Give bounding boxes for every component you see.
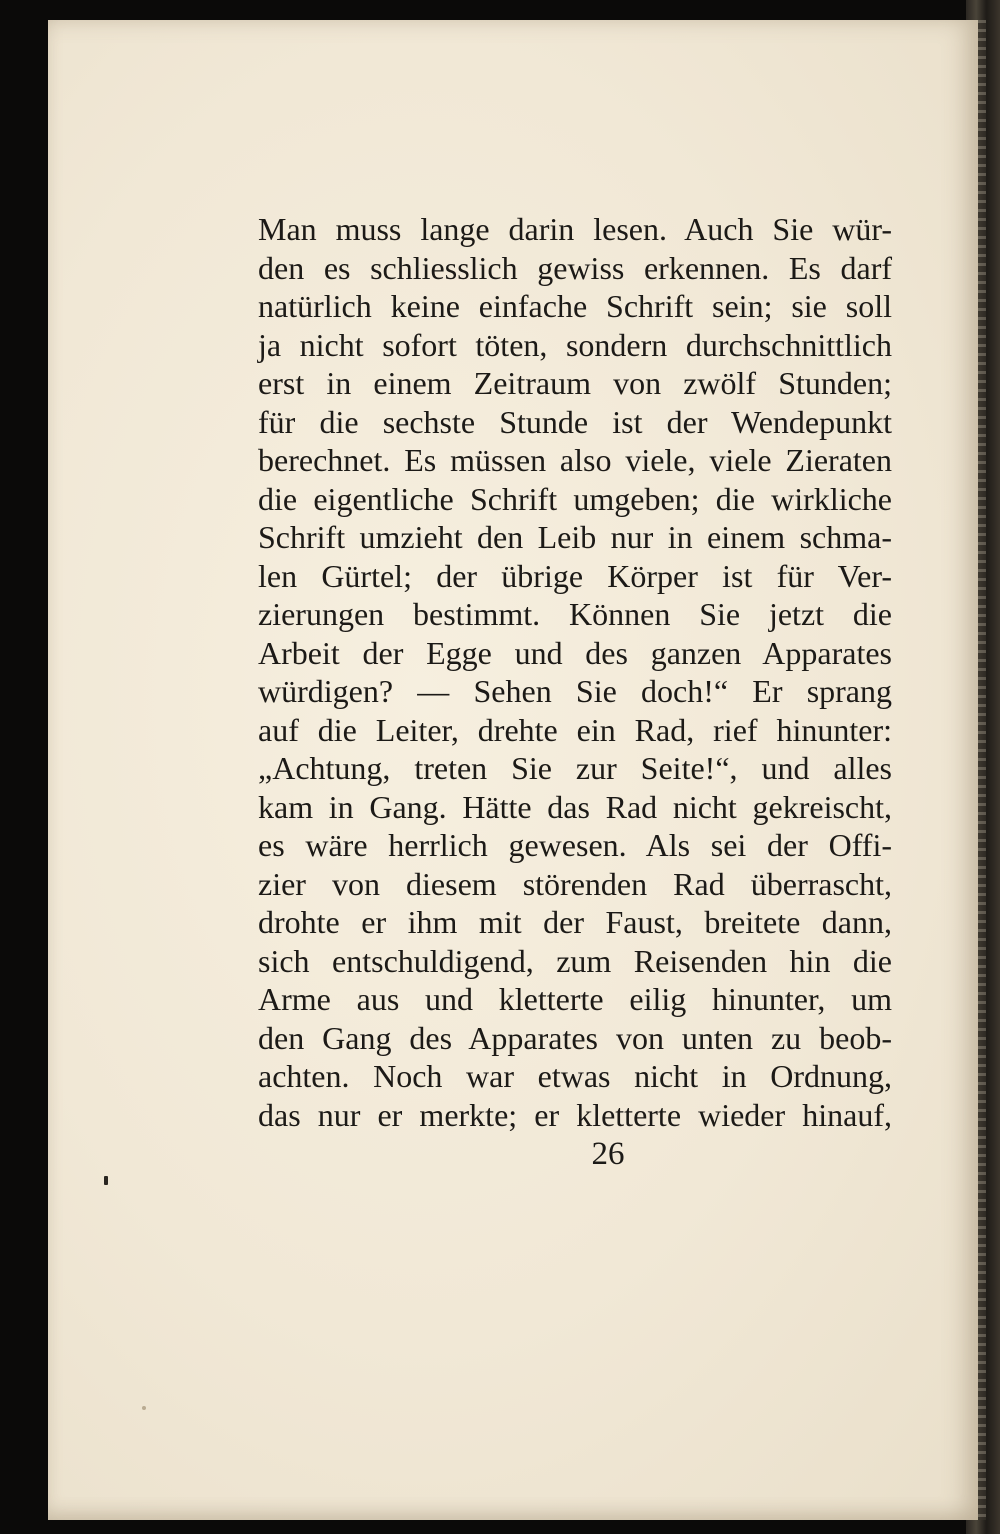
text-line: achten. Noch war etwas nicht in Ordnung,: [258, 1058, 892, 1094]
text-line: Arbeit der Egge und des ganzen Apparates: [258, 634, 892, 671]
text-line: auf die Leiter, drehte ein Rad, rief hinunter:: [258, 711, 892, 748]
text-line: Arme aus und kletterte eilig hinunter, um: [258, 981, 892, 1017]
text-line: „Achtung, treten Sie zur Seite!“, und alles: [258, 750, 892, 786]
text-line: kam in Gang. Hätte das Rad nicht gekreischt,: [258, 788, 892, 825]
text-line: berechnet. Es müssen also viele, viele Zieraten: [258, 442, 892, 478]
text-line: den Gang des Apparates von unten zu beob-: [258, 1019, 892, 1056]
text-line: erst in einem Zeitraum von zwölf Stunden;: [258, 365, 892, 401]
text-line: natürlich keine einfache Schrift sein; sie soll: [258, 288, 892, 324]
text-line: len Gürtel; der übrige Körper ist für Ver-: [258, 557, 892, 594]
text-line: zier von diesem störenden Rad überrascht,: [258, 865, 892, 902]
text-line: ja nicht sofort töten, sondern durchschnittlich: [258, 326, 892, 363]
page-number: 26: [591, 1136, 625, 1172]
text-line: sich entschuldigend, zum Reisenden hin die: [258, 942, 892, 979]
text-line: Schrift umzieht den Leib nur in einem schma-: [258, 519, 892, 555]
text-line: drohte er ihm mit der Faust, breitete dann,: [258, 904, 892, 940]
text-line: das nur er merkte; er kletterte wieder hinauf,: [258, 1096, 892, 1133]
text-line: für die sechste Stunde ist der Wendepunkt: [258, 403, 892, 440]
text-line: würdigen? — Sehen Sie doch!“ Er sprang: [258, 673, 892, 709]
margin-mark: [104, 1176, 108, 1185]
text-line: die eigentliche Schrift umgeben; die wirkliche: [258, 480, 892, 517]
text-line: zierungen bestimmt. Können Sie jetzt die: [258, 596, 892, 632]
text-line: es wäre herrlich gewesen. Als sei der Offi-: [258, 827, 892, 863]
text-line: den es schliesslich gewiss erkennen. Es darf: [258, 249, 892, 286]
paper-speck: [142, 1406, 146, 1410]
text-line: Man muss lange darin lesen. Auch Sie wür-: [258, 211, 892, 247]
body-text: [258, 210, 892, 1134]
